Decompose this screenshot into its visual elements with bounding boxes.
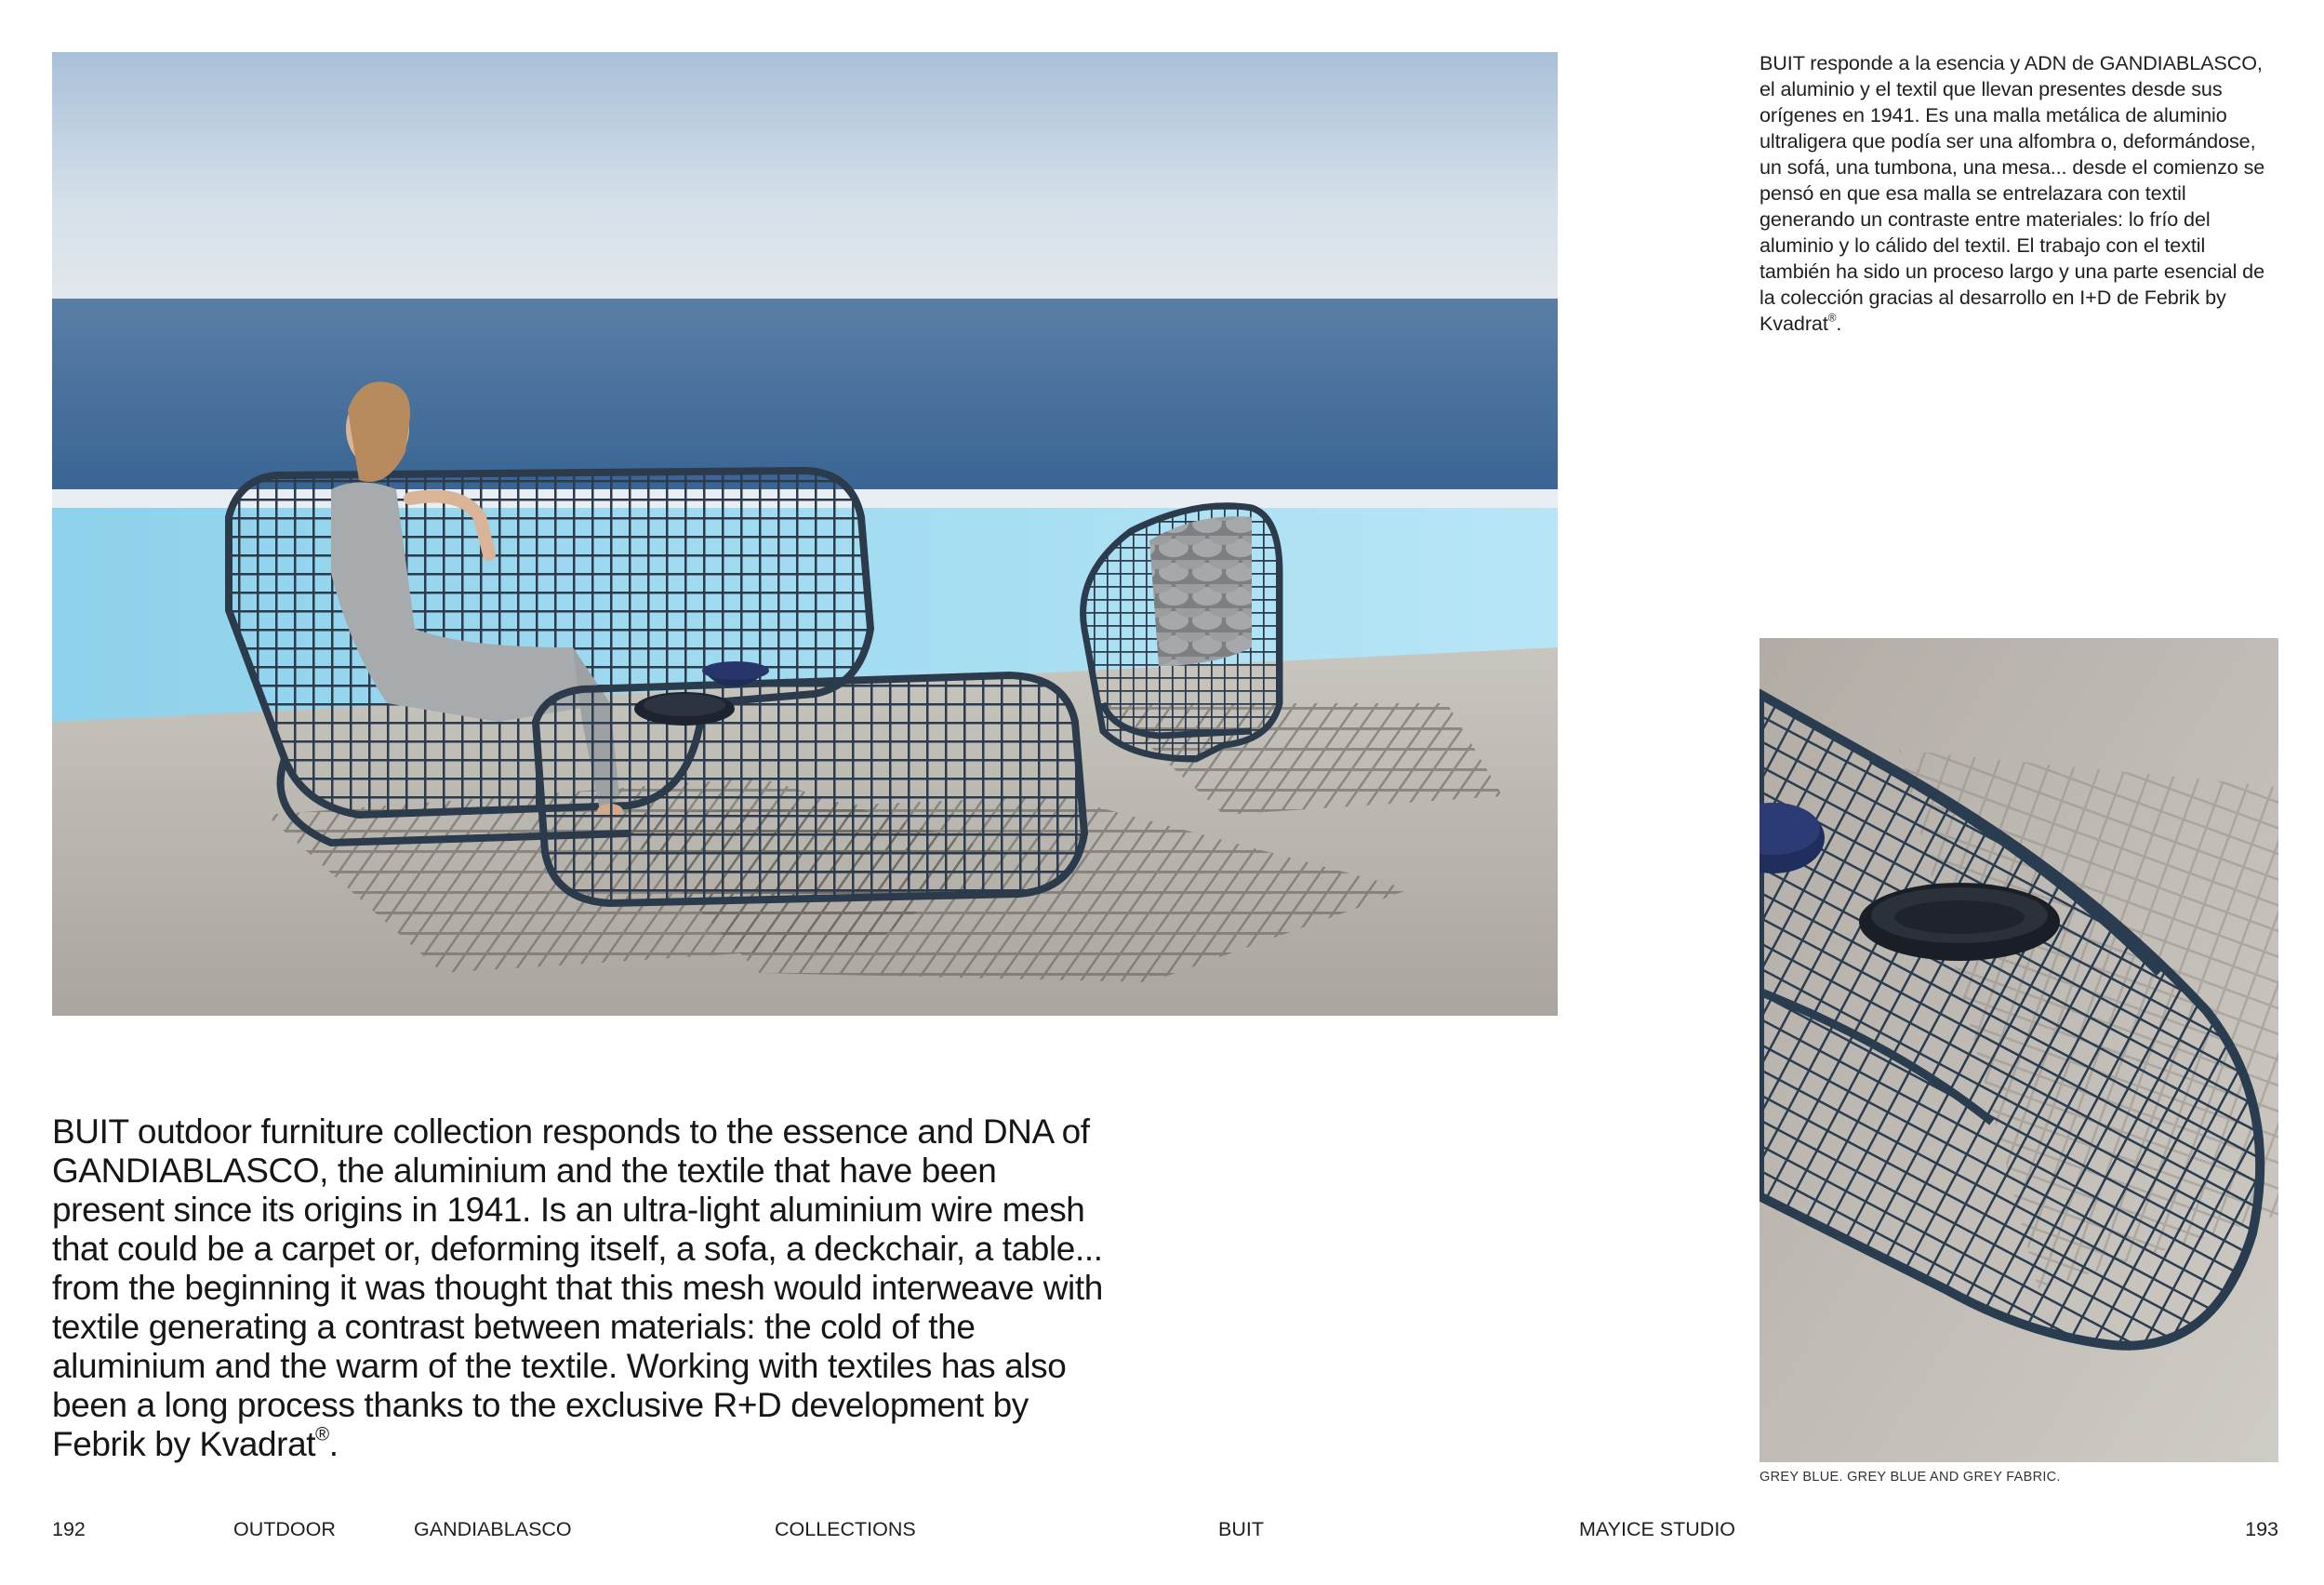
english-paragraph-period: .: [328, 1425, 339, 1463]
page-number-right: 193: [2245, 1518, 2278, 1540]
spanish-paragraph-period: .: [1836, 312, 1842, 335]
detail-photo: [1760, 638, 2278, 1462]
image-caption: GREY BLUE. GREY BLUE AND GREY FABRIC.: [1760, 1470, 2061, 1485]
spanish-paragraph: [1760, 50, 2280, 337]
registered-mark: ®: [315, 1424, 329, 1445]
footer-category: COLLECTIONS: [775, 1518, 916, 1540]
footer-collection: BUIT: [1218, 1518, 1264, 1540]
detail-photo-illustration: [1760, 638, 2278, 1462]
footer-designer: MAYICE STUDIO: [1579, 1518, 1736, 1540]
hero-photo-illustration: [52, 52, 1558, 1016]
hero-photo: [52, 52, 1558, 1016]
footer-section: OUTDOOR: [233, 1518, 336, 1540]
english-paragraph-text: BUIT outdoor furniture collection responds to the essence and DNA of GANDIABLASCO, the aluminium and the textile that have been present since its origins in 1941. Is an ultra-light aluminium wire mesh that could be a carpet or, deforming itself, a sofa, a deckchair, a table... from the beginning it was thought that this mesh would interweave with textile generating a contrast between materials: the cold of the aluminium and the warm of the textile. Working with textiles has also been a long process thanks to the exclusive R+D development by Febrik by Kvadrat: [52, 1112, 1103, 1463]
english-paragraph: [52, 1112, 1112, 1464]
spanish-paragraph-text: BUIT responde a la esencia y ADN de GANDIABLASCO, el aluminio y el textil que llevan presentes desde sus orígenes en 1941. Es una malla metálica de aluminio ultraligera que podía ser una alfombra o, deformándose, un sofá, una tumbona, una mesa... desde el comienzo se pensó en que esa malla se entrelazara con textil generando un contraste entre materiales: lo frío del aluminio y lo cálido del textil. El trabajo con el textil también ha sido un proceso largo y una parte esencial de la colección gracias al desarrollo en I+D de Febrik by Kvadrat: [1760, 51, 2265, 335]
page-number-left: 192: [52, 1518, 86, 1540]
registered-mark: ®: [1827, 311, 1837, 325]
footer-brand: GANDIABLASCO: [414, 1518, 572, 1540]
